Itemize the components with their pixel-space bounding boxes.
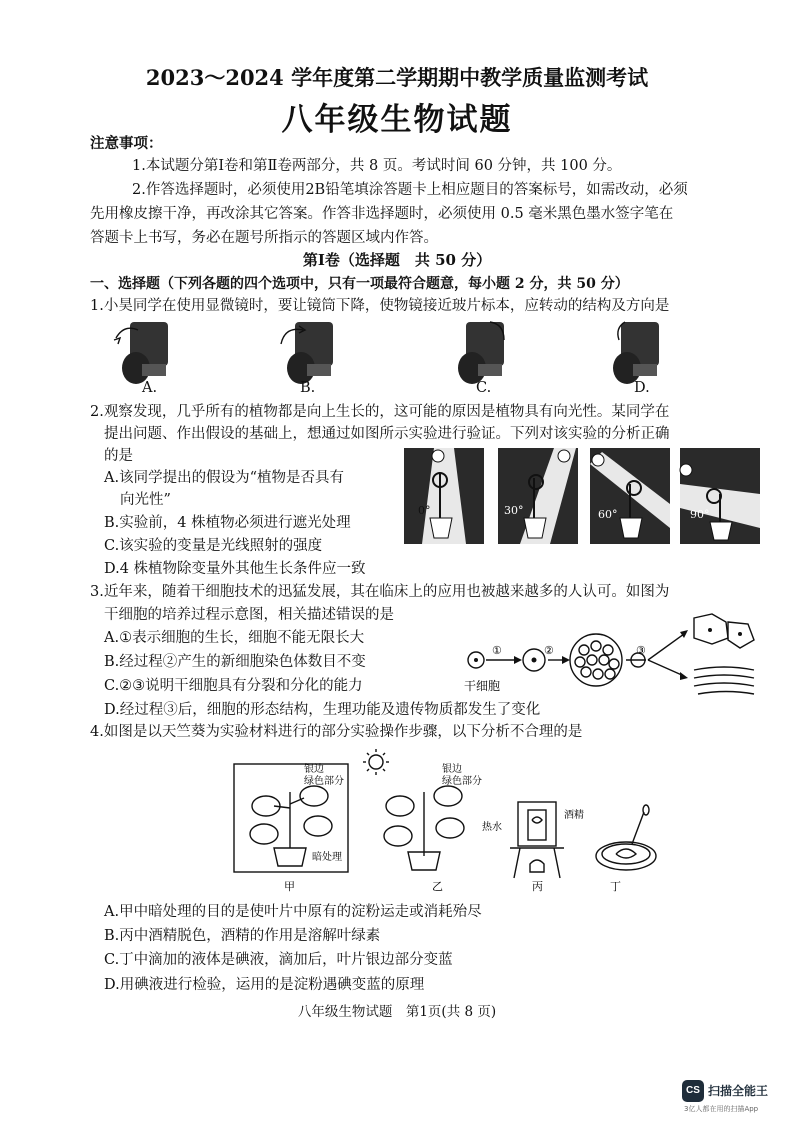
q4-stem: 4.如图是以天竺葵为实验材料进行的部分实验操作步骤，以下分析不合理的是 — [90, 724, 583, 740]
microscope-icon-c — [458, 322, 504, 384]
page-footer: 八年级生物试题 第1页(共 8 页) — [297, 1004, 497, 1020]
iodine-dish — [596, 805, 656, 870]
notice-line-1: 1.本试题分第Ⅰ卷和第Ⅱ卷两部分，共 8 页。考试时间 60 分钟，共 100 分。 — [132, 158, 622, 174]
q3-option-a: A.①表示细胞的生长，细胞不能无限长大 — [104, 630, 365, 646]
q2-option-b: B.实验前，4 株植物必须进行遮光处理 — [104, 515, 351, 531]
notice-line-2c: 答题卡上书写，务必在题号所指示的答题区域内作答。 — [90, 230, 438, 246]
section-heading: 一、选择题（下列各题的四个选项中，只有一项最符合题意，每小题 2 分，共 50 分） — [90, 276, 629, 292]
step-1-label: ① — [492, 644, 502, 657]
q1-figure — [110, 318, 670, 398]
q4-figure — [232, 748, 672, 896]
q1-option-b: B. — [300, 380, 316, 396]
q3-stem-a: 3.近年来，随着干细胞技术的迅猛发展，其在临床上的应用也被越来越多的人认可。如图为 — [90, 584, 670, 600]
dark-treatment-box — [234, 762, 348, 872]
differentiated-cells-round — [694, 614, 754, 648]
q1-option-c: C. — [476, 380, 492, 396]
q2-option-c: C.该实验的变量是光线照射的强度 — [104, 538, 323, 554]
q3-stem-b: 干细胞的培养过程示意图，相关描述错误的是 — [104, 607, 394, 623]
stem-cell-label: 干细胞 — [464, 679, 501, 693]
microscope-icon-d — [613, 322, 659, 384]
step-2-label: ② — [544, 644, 554, 657]
cs-logo-icon: CS — [682, 1080, 704, 1102]
q1-option-a: A. — [142, 380, 158, 396]
q2-stem-b: 提出问题、作出假设的基础上，想通过如图所示实验进行验证。下列对该实验的分析正确 — [104, 426, 670, 442]
angle-label-90: 90° — [690, 508, 710, 521]
exam-title: 2023～2024 学年度第二学期期中教学质量监测考试 — [145, 65, 649, 90]
label-green-part-1: 绿色部分 — [304, 776, 344, 787]
cell-cluster — [570, 634, 622, 686]
notice-line-2a: 2.作答选择题时，必须使用2B铅笔填涂答题卡上相应题目的答案标号，如需改动，必须 — [132, 182, 688, 198]
angle-label-60: 60° — [598, 508, 618, 521]
q4-option-c: C.丁中滴加的液体是碘液，滴加后，叶片银边部分变蓝 — [104, 952, 453, 968]
phototropism-box-60 — [590, 448, 670, 544]
angle-label-0: 0° — [418, 504, 431, 517]
label-dark-treatment: 暗处理 — [312, 852, 342, 863]
light-plant — [384, 762, 482, 870]
phototropism-box-0 — [404, 448, 484, 544]
sun-icon — [363, 749, 389, 775]
microscope-icon-a — [114, 322, 168, 384]
q2-option-d: D.4 株植物除变量外其他生长条件应一致 — [104, 561, 366, 577]
fig-label-ding: 丁 — [610, 880, 621, 893]
microscope-icon-b — [281, 322, 333, 384]
label-hot-water: 热水 — [482, 822, 502, 833]
q1-stem: 1.小昊同学在使用显微镜时，要让镜筒下降，使物镜接近玻片标本，应转动的结构及方向是 — [90, 298, 670, 314]
phototropism-box-90 — [680, 448, 760, 544]
phototropism-box-30 — [498, 448, 578, 544]
q2-stem-a: 2.观察发现，几乎所有的植物都是向上生长的，这可能的原因是植物具有向光性。某同学在 — [90, 404, 670, 420]
notice-line-2b: 先用橡皮擦干净，再改涂其它答案。作答非选择题时，必须使用 0.5 毫米黑色墨水签字笔在 — [90, 206, 674, 222]
differentiated-cells-long — [694, 667, 754, 694]
fig-label-bing: 丙 — [532, 880, 543, 893]
fig-label-yi: 乙 — [432, 880, 443, 893]
label-green-part-2: 绿色部分 — [442, 776, 482, 787]
q3-option-c: C.②③说明干细胞具有分裂和分化的能力 — [104, 678, 363, 694]
q2-stem-c: 的是 — [104, 448, 133, 464]
scanner-watermark — [682, 1078, 788, 1118]
q2-option-a-line1: A.该同学提出的假设为“植物是否具有 — [104, 470, 344, 486]
water-bath-apparatus — [482, 802, 584, 878]
q1-option-d: D. — [634, 380, 650, 396]
angle-label-30: 30° — [504, 504, 524, 517]
q3-figure — [462, 612, 762, 700]
watermark-tagline: 3亿人都在用的扫描App — [684, 1105, 759, 1113]
label-silver-edge-1: 银边 — [304, 764, 324, 775]
part1-title: 第Ⅰ卷（选择题 共 50 分） — [302, 251, 492, 269]
label-alcohol: 酒精 — [564, 810, 584, 821]
q4-option-b: B.丙中酒精脱色，酒精的作用是溶解叶绿素 — [104, 928, 381, 944]
paper-title: 八年级生物试题 — [281, 102, 513, 138]
q4-option-a: A.甲中暗处理的目的是使叶片中原有的淀粉运走或消耗殆尽 — [104, 904, 482, 920]
q2-option-a-line2: 向光性” — [120, 492, 171, 508]
fig-label-jia: 甲 — [284, 880, 295, 893]
q2-figure — [404, 444, 760, 550]
step-3-label: ③ — [636, 644, 646, 657]
label-silver-edge-2: 银边 — [442, 764, 462, 775]
watermark-app-name: 扫描全能王 — [708, 1084, 769, 1098]
q3-option-d: D.经过程③后，细胞的形态结构，生理功能及遗传物质都发生了变化 — [104, 702, 541, 718]
q4-option-d: D.用碘液进行检验，运用的是淀粉遇碘变蓝的原理 — [104, 977, 425, 993]
notice-heading: 注意事项： — [90, 135, 163, 152]
q3-option-b: B.经过程②产生的新细胞染色体数目不变 — [104, 654, 366, 670]
